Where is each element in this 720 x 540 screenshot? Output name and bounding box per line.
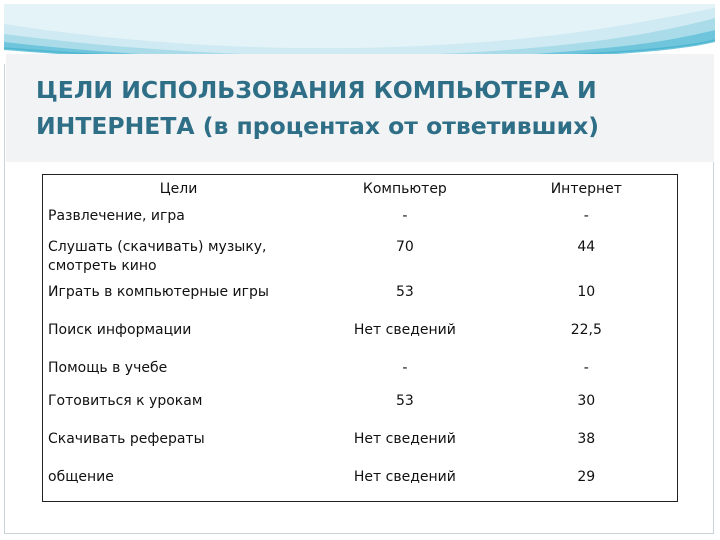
table-row — [43, 387, 678, 425]
slide-title — [36, 72, 676, 144]
computer-cell: 53 — [395, 284, 414, 300]
internet-cell: - — [583, 208, 589, 224]
table-row — [43, 316, 678, 354]
computer-cell: Нет сведений — [353, 431, 456, 447]
goal-cell — [43, 278, 315, 316]
internet-cell: 29 — [577, 469, 596, 485]
internet-cell: 44 — [577, 239, 596, 255]
computer-cell: - — [402, 360, 408, 376]
goal-cell — [43, 463, 315, 502]
goal-text: Играть в компьютерные игры — [48, 284, 269, 300]
computer-cell: Нет сведений — [353, 322, 456, 338]
header-internet: Интернет — [550, 181, 622, 197]
computer-cell: 70 — [395, 239, 414, 255]
table-row — [43, 278, 678, 316]
table-row — [43, 463, 678, 502]
computer-cell: 53 — [395, 393, 414, 409]
goal-text: Слушать (скачивать) музыку, — [48, 239, 267, 255]
computer-cell: - — [402, 208, 408, 224]
goal-text: общение — [48, 469, 114, 485]
table-header-row — [43, 175, 678, 204]
header-goals: Цели — [159, 181, 198, 197]
internet-cell: 38 — [577, 431, 596, 447]
usage-table — [42, 174, 678, 502]
goal-text: Помощь в учебе — [48, 360, 168, 376]
goal-text-continued: смотреть кино — [48, 258, 157, 274]
goal-text: Развлечение, игра — [48, 208, 185, 224]
table-row — [43, 354, 678, 387]
goal-cell — [43, 354, 315, 387]
goal-cell — [43, 425, 315, 463]
goal-text: Поиск информации — [48, 322, 192, 338]
goal-cell — [43, 387, 315, 425]
title-line-2: ИНТЕРНЕТА (в процентах от ответивших) — [36, 112, 599, 140]
header-computer: Компьютер — [362, 181, 447, 197]
goal-cell — [43, 316, 315, 354]
table-row — [43, 425, 678, 463]
title-line-1: ЦЕЛИ ИСПОЛЬЗОВАНИЯ КОМПЬЮТЕРА И — [36, 76, 597, 104]
internet-cell: 10 — [577, 284, 596, 300]
internet-cell: - — [583, 360, 589, 376]
internet-cell: 30 — [577, 393, 596, 409]
computer-cell: Нет сведений — [353, 469, 456, 485]
goal-cell — [43, 203, 315, 233]
goal-cell — [43, 233, 315, 278]
table-row — [43, 233, 678, 278]
goal-text: Готовиться к урокам — [48, 393, 203, 409]
goal-text: Скачивать рефераты — [48, 431, 205, 447]
internet-cell: 22,5 — [570, 322, 602, 338]
table-row — [43, 203, 678, 233]
